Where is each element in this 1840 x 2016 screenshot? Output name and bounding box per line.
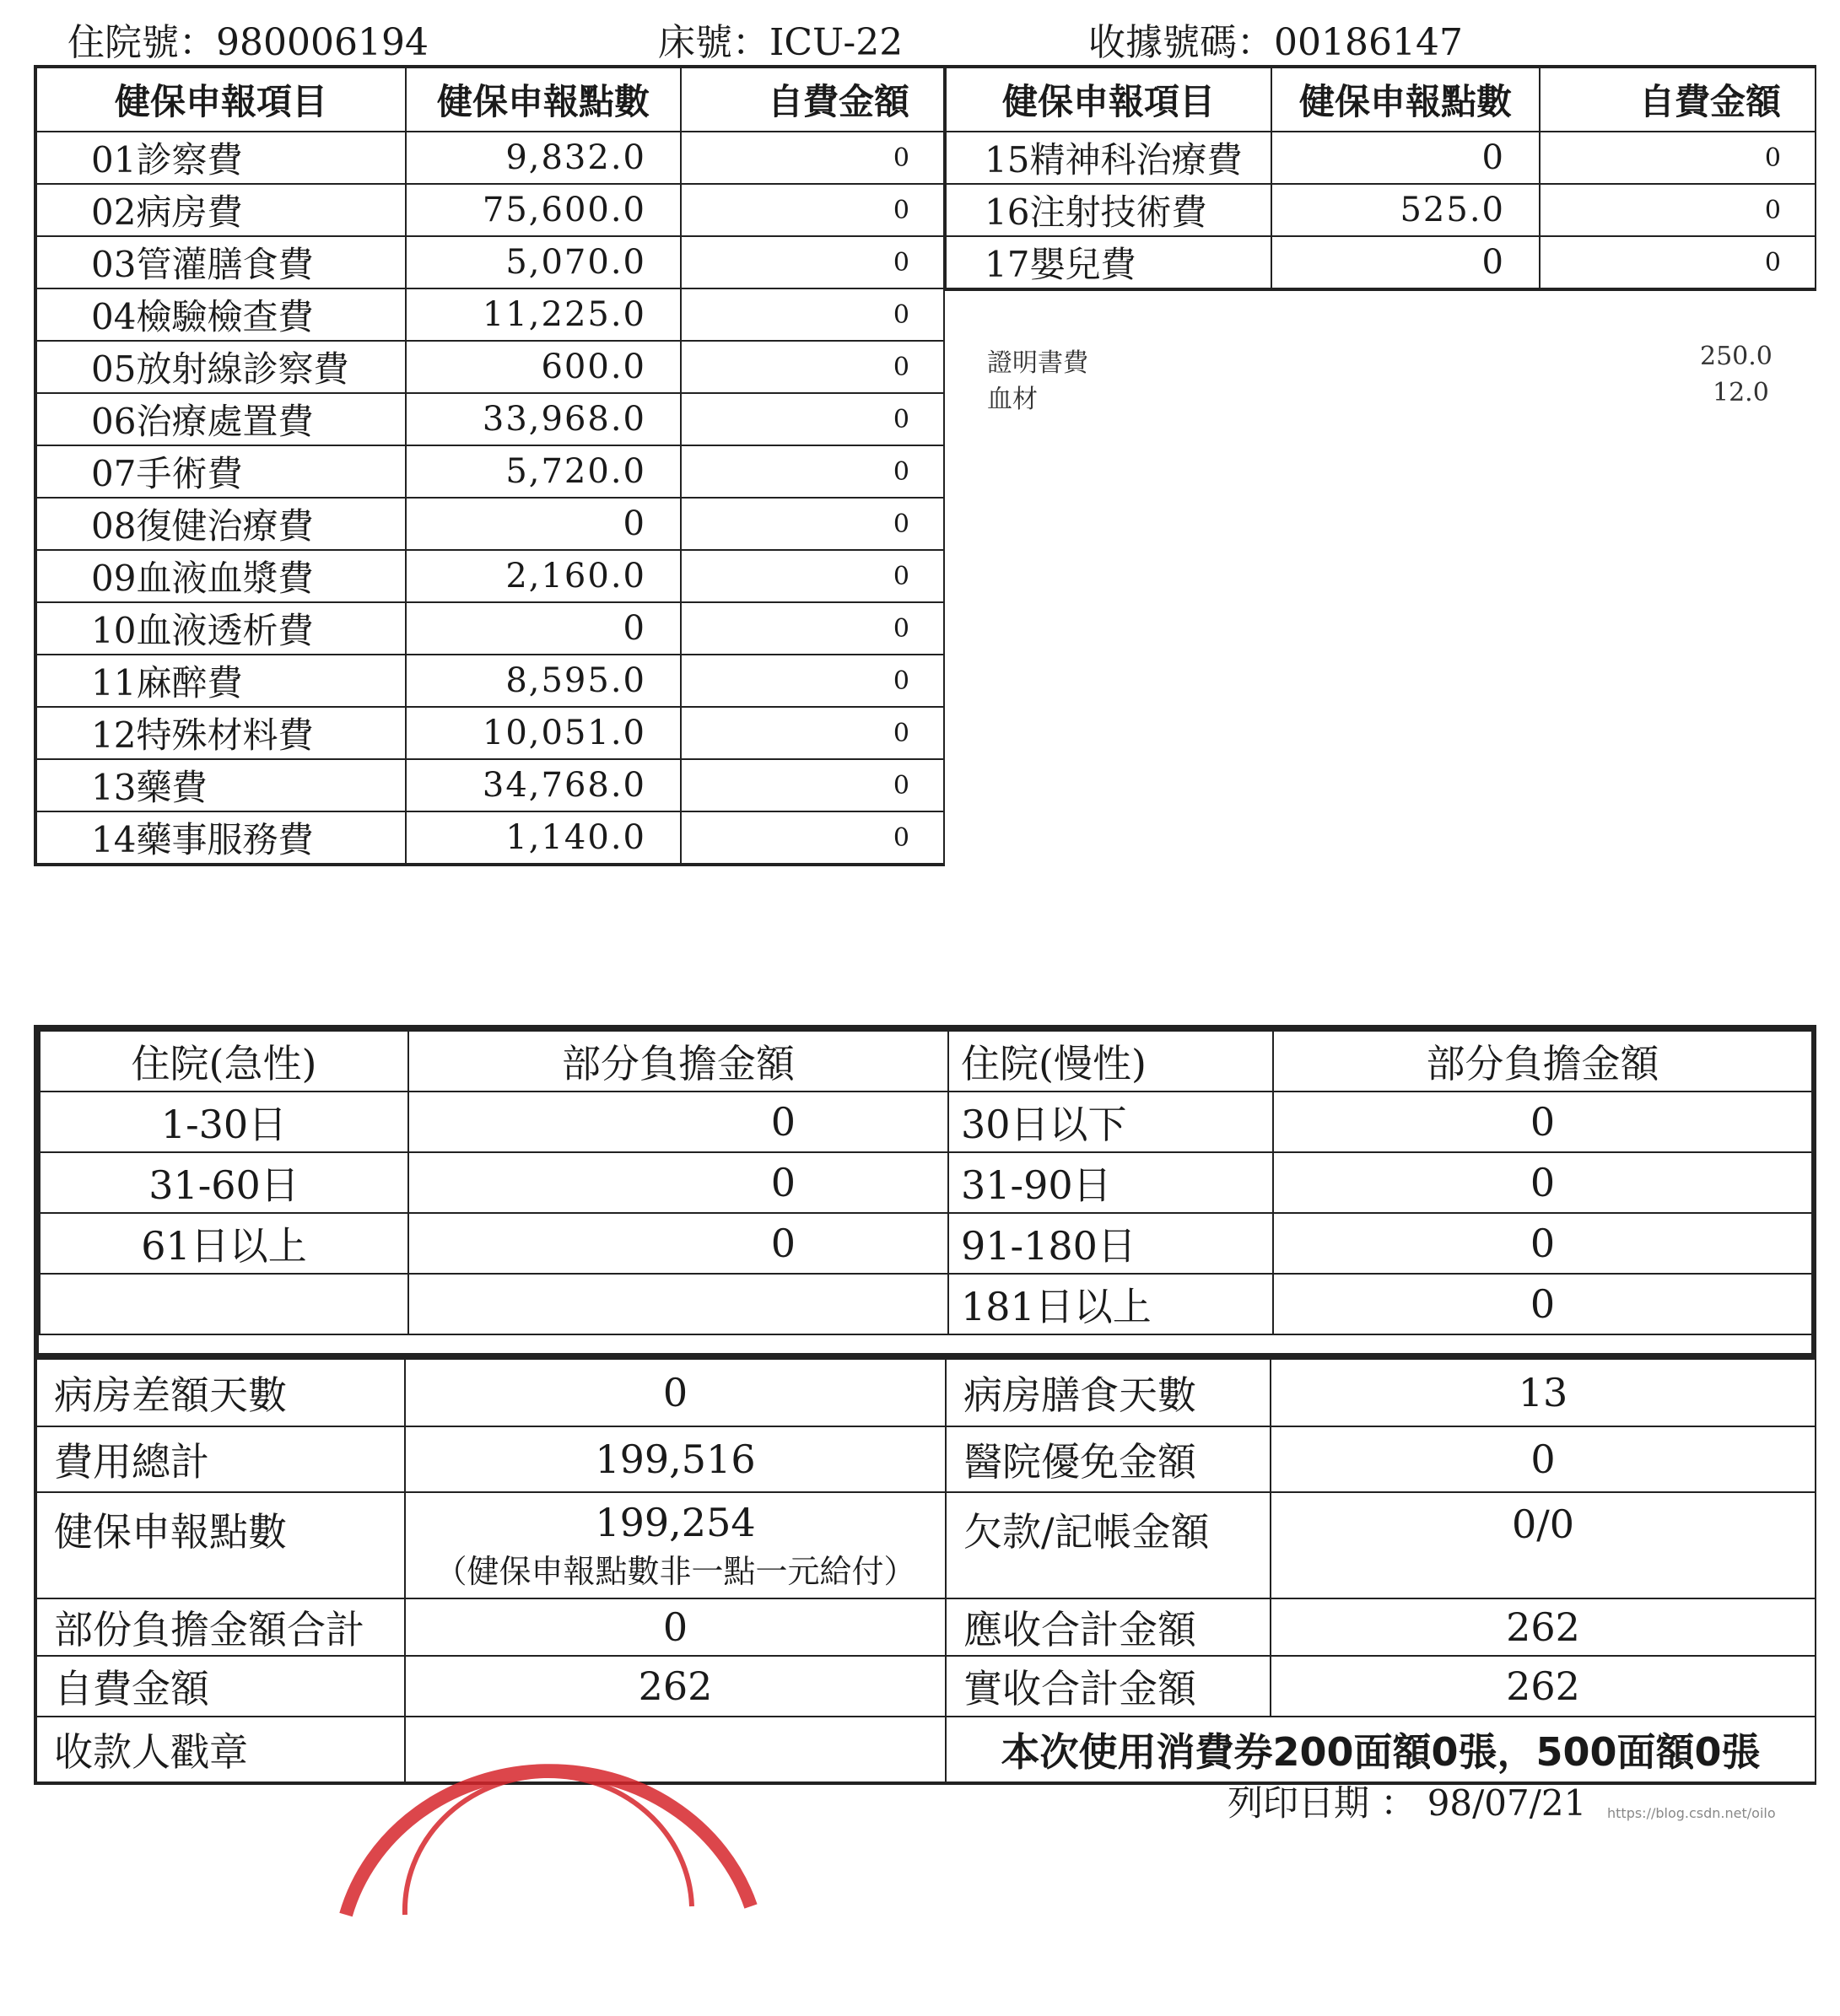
fee-item-label: 11麻醉費 — [36, 655, 406, 707]
table-row — [40, 1152, 1812, 1213]
chronic-amount: 0 — [1273, 1213, 1812, 1274]
total-label: 費用總計 — [36, 1426, 405, 1492]
fee-item-self-pay: 0 — [681, 184, 944, 236]
print-date: 列印日期 ： 98/07/21 — [1228, 1782, 1587, 1824]
fee-item-label: 05放射線診察費 — [36, 341, 406, 393]
fee-item-self-pay: 0 — [681, 811, 944, 864]
col-header-item: 健保申報項目 — [36, 67, 406, 132]
fee-item-points: 0 — [1271, 132, 1540, 184]
chronic-amount-title: 部分負擔金額 — [1273, 1031, 1812, 1092]
acute-title: 住院(急性) — [40, 1031, 408, 1092]
fee-item-self-pay: 0 — [681, 498, 944, 550]
fee-item-self-pay: 0 — [681, 132, 944, 184]
fee-item-self-pay: 0 — [681, 707, 944, 759]
fee-item-points: 0 — [406, 602, 681, 655]
fee-item-self-pay: 0 — [681, 550, 944, 602]
acute-amount — [408, 1274, 948, 1334]
table-row — [36, 393, 944, 445]
received-label: 實收合計金額 — [946, 1656, 1271, 1717]
table-row — [36, 602, 944, 655]
acute-amount-title: 部分負擔金額 — [408, 1031, 948, 1092]
meal-days-value: 13 — [1271, 1359, 1816, 1426]
nhi-points-note: （健保申報點數非一點一元給付） — [434, 1552, 916, 1590]
fee-item-points: 34,768.0 — [406, 759, 681, 811]
misc-label-certificate: 證明書費 — [987, 348, 1088, 378]
fee-item-self-pay: 0 — [1540, 184, 1816, 236]
fee-item-label: 13藥費 — [36, 759, 406, 811]
fee-item-label: 01診察費 — [36, 132, 406, 184]
fee-item-points: 525.0 — [1271, 184, 1540, 236]
nhi-points-cell — [405, 1492, 946, 1598]
fee-item-label: 08復健治療費 — [36, 498, 406, 550]
col-header-self-pay: 自費金額 — [1540, 67, 1816, 132]
chronic-title: 住院(慢性) — [948, 1031, 1273, 1092]
fee-item-points: 11,225.0 — [406, 288, 681, 341]
bed-number: 床號：ICU-22 — [658, 21, 904, 64]
received-value: 262 — [1271, 1656, 1816, 1717]
table-row — [36, 236, 944, 288]
fee-item-points: 600.0 — [406, 341, 681, 393]
coupon-note: 本次使用消費券200面額0張，500面額0張 — [946, 1717, 1816, 1782]
receivable-label: 應收合計金額 — [946, 1598, 1271, 1656]
acute-period: 1-30日 — [40, 1092, 408, 1152]
table-row — [36, 498, 944, 550]
summary-table — [34, 1356, 1816, 1785]
fee-item-points: 10,051.0 — [406, 707, 681, 759]
fee-item-label: 12特殊材料費 — [36, 707, 406, 759]
chronic-period: 30日以下 — [948, 1092, 1273, 1152]
table-row — [36, 184, 944, 236]
self-pay-total-label: 自費金額 — [36, 1656, 405, 1717]
fee-item-label: 10血液透析費 — [36, 602, 406, 655]
fee-table-right — [943, 65, 1816, 291]
fee-item-points: 2,160.0 — [406, 550, 681, 602]
table-row — [40, 1213, 1812, 1274]
fee-item-self-pay: 0 — [681, 602, 944, 655]
hospital-seal-icon — [329, 1662, 768, 2016]
fee-item-points: 75,600.0 — [406, 184, 681, 236]
acute-period: 31-60日 — [40, 1152, 408, 1213]
waiver-label: 醫院優免金額 — [946, 1426, 1271, 1492]
misc-value-certificate: 250.0 — [1700, 342, 1773, 371]
fee-item-points: 8,595.0 — [406, 655, 681, 707]
fee-item-points: 5,070.0 — [406, 236, 681, 288]
owed-value: 0/0 — [1271, 1492, 1816, 1598]
table-row — [36, 550, 944, 602]
misc-label-blood-material: 血材 — [987, 385, 1038, 414]
receivable-value: 262 — [1271, 1598, 1816, 1656]
fee-item-points: 5,720.0 — [406, 445, 681, 498]
owed-label: 欠款/記帳金額 — [946, 1492, 1271, 1598]
copay-total-label: 部份負擔金額合計 — [36, 1598, 405, 1656]
acute-period — [40, 1274, 408, 1334]
acute-amount: 0 — [408, 1092, 948, 1152]
fee-item-self-pay: 0 — [1540, 236, 1816, 288]
table-row — [36, 288, 944, 341]
fee-item-points: 0 — [406, 498, 681, 550]
misc-value-blood-material: 12.0 — [1713, 378, 1769, 407]
table-row — [36, 811, 944, 864]
nhi-points-value: 199,254 — [595, 1499, 756, 1545]
table-row — [36, 655, 944, 707]
watermark: https://blog.csdn.net/oilo — [1607, 1805, 1776, 1821]
fee-item-self-pay: 0 — [681, 288, 944, 341]
fee-item-label: 06治療處置費 — [36, 393, 406, 445]
self-pay-total-value: 262 — [405, 1656, 946, 1717]
fee-item-points: 0 — [1271, 236, 1540, 288]
cashier-stamp-label: 收款人戳章 — [36, 1717, 405, 1782]
waiver-value: 0 — [1271, 1426, 1816, 1492]
table-row — [946, 184, 1816, 236]
chronic-period: 181日以上 — [948, 1274, 1273, 1334]
fee-item-self-pay: 0 — [681, 445, 944, 498]
nhi-points-label: 健保申報點數 — [36, 1492, 405, 1598]
fee-item-label: 02病房費 — [36, 184, 406, 236]
table-row — [36, 132, 944, 184]
acute-amount: 0 — [408, 1213, 948, 1274]
fee-item-label: 14藥事服務費 — [36, 811, 406, 864]
acute-amount: 0 — [408, 1152, 948, 1213]
chronic-amount: 0 — [1273, 1092, 1812, 1152]
table-row — [946, 236, 1816, 288]
table-row — [36, 445, 944, 498]
ward-diff-days-label: 病房差額天數 — [36, 1359, 405, 1426]
col-header-points: 健保申報點數 — [406, 67, 681, 132]
table-row — [40, 1274, 1812, 1334]
fee-item-label: 04檢驗檢查費 — [36, 288, 406, 341]
fee-item-points: 9,832.0 — [406, 132, 681, 184]
fee-item-self-pay: 0 — [681, 759, 944, 811]
copay-total-value: 0 — [405, 1598, 946, 1656]
chronic-amount: 0 — [1273, 1274, 1812, 1334]
chronic-amount: 0 — [1273, 1152, 1812, 1213]
fee-table-left — [34, 65, 945, 866]
copay-box — [34, 1025, 1816, 1358]
fee-item-self-pay: 0 — [681, 236, 944, 288]
col-header-item: 健保申報項目 — [946, 67, 1271, 132]
col-header-self-pay: 自費金額 — [681, 67, 944, 132]
fee-item-self-pay: 0 — [681, 341, 944, 393]
ward-diff-days-value: 0 — [405, 1359, 946, 1426]
fee-item-self-pay: 0 — [1540, 132, 1816, 184]
table-row — [36, 707, 944, 759]
fee-item-label: 03管灌膳食費 — [36, 236, 406, 288]
table-row — [40, 1092, 1812, 1152]
receipt-number: 收據號碼：00186147 — [1088, 21, 1463, 64]
meal-days-label: 病房膳食天數 — [946, 1359, 1271, 1426]
col-header-points: 健保申報點數 — [1271, 67, 1540, 132]
fee-item-label: 17嬰兒費 — [946, 236, 1271, 288]
chronic-period: 31-90日 — [948, 1152, 1273, 1213]
fee-item-points: 1,140.0 — [406, 811, 681, 864]
fee-item-points: 33,968.0 — [406, 393, 681, 445]
fee-item-label: 09血液血漿費 — [36, 550, 406, 602]
table-row — [36, 341, 944, 393]
table-row — [946, 132, 1816, 184]
fee-item-label: 16注射技術費 — [946, 184, 1271, 236]
table-row — [36, 759, 944, 811]
admission-number: 住院號：980006194 — [67, 21, 429, 64]
chronic-period: 91-180日 — [948, 1213, 1273, 1274]
fee-item-self-pay: 0 — [681, 393, 944, 445]
total-value: 199,516 — [405, 1426, 946, 1492]
fee-item-label: 07手術費 — [36, 445, 406, 498]
fee-item-label: 15精神科治療費 — [946, 132, 1271, 184]
fee-item-self-pay: 0 — [681, 655, 944, 707]
acute-period: 61日以上 — [40, 1213, 408, 1274]
